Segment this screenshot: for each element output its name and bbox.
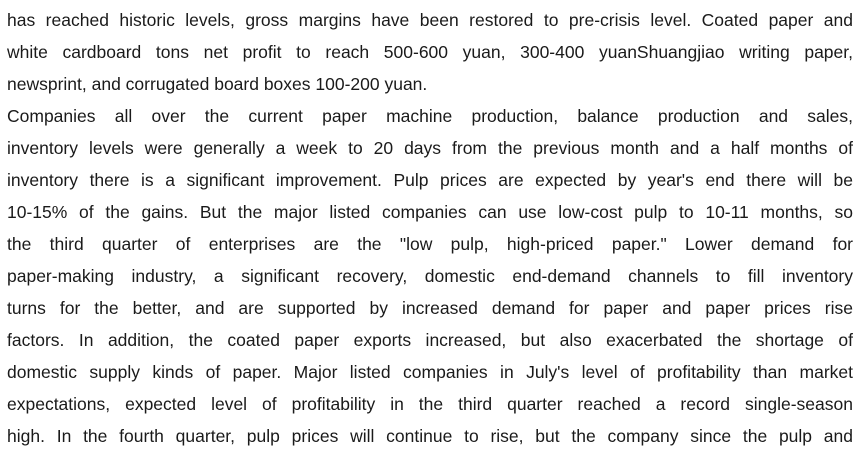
text-line: Companies all over the current paper machine production, balance production and sales, <box>7 106 853 126</box>
text-line: factors. In addition, the coated paper exports increased, but also exacerbated the shortage of <box>7 330 853 350</box>
text-line: domestic supply kinds of paper. Major listed companies in July's level of profitability than market <box>7 362 853 382</box>
text-line: the third quarter of enterprises are the "low pulp, high-priced paper." Lower demand for <box>7 234 853 254</box>
text-line: inventory levels were generally a week to 20 days from the previous month and a half months of <box>7 138 853 158</box>
paragraph-1 <box>7 4 853 100</box>
text-line: newsprint, and corrugated board boxes 100-200 yuan. <box>7 74 428 94</box>
text-line: turns for the better, and are supported by increased demand for paper and paper prices rise <box>7 298 853 318</box>
text-line: white cardboard tons net profit to reach 500-600 yuan, 300-400 yuanShuangjiao writing paper, <box>7 42 853 62</box>
text-line: high. In the fourth quarter, pulp prices will continue to rise, but the company since the pulp and <box>7 426 853 446</box>
paragraph-2 <box>7 100 853 452</box>
text-line: has reached historic levels, gross margins have been restored to pre-crisis level. Coated paper and <box>7 10 853 30</box>
text-line: paper-making industry, a significant recovery, domestic end-demand channels to fill inventory <box>7 266 853 286</box>
text-line: inventory there is a significant improvement. Pulp prices are expected by year's end there will be <box>7 170 853 190</box>
text-line: expectations, expected level of profitability in the third quarter reached a record single-season <box>7 394 853 414</box>
text-line: 10-15% of the gains. But the major listed companies can use low-cost pulp to 10-11 months, so <box>7 202 853 222</box>
